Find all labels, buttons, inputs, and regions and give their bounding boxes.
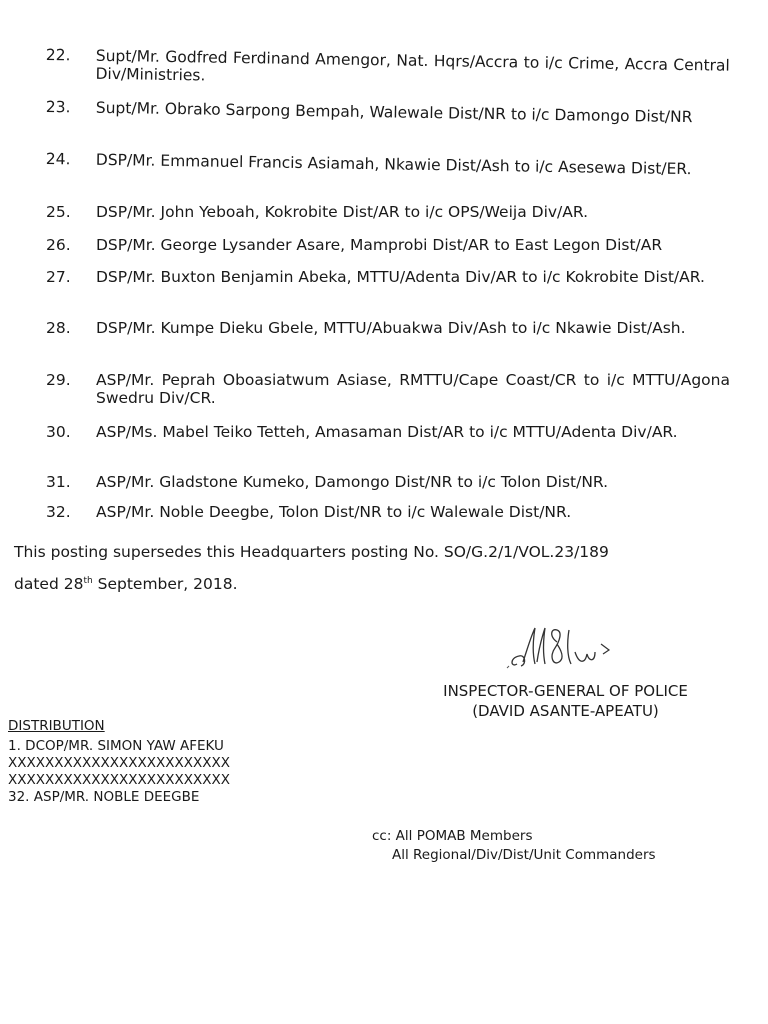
distribution-line: 1. DCOP/MR. SIMON YAW AFEKU bbox=[8, 738, 224, 754]
posting-item-25 bbox=[46, 203, 730, 221]
item-number: 27. bbox=[46, 268, 71, 286]
item-text: Supt/Mr. Obrako Sarpong Bempah, Walewale Dist/NR to i/c Damongo Dist/NR bbox=[95, 98, 693, 127]
item-text: DSP/Mr. Buxton Benjamin Abeka, MTTU/Adenta Div/AR to i/c Kokrobite Dist/AR. bbox=[96, 268, 705, 286]
item-number: 22. bbox=[45, 46, 71, 65]
cc-line: All Regional/Div/Dist/Unit Commanders bbox=[392, 847, 656, 863]
item-text: ASP/Mr. Gladstone Kumeko, Damongo Dist/NR to i/c Tolon Dist/NR. bbox=[96, 473, 609, 491]
distribution-line: XXXXXXXXXXXXXXXXXXXXXXXX bbox=[8, 755, 230, 771]
date-prefix: dated 28 bbox=[14, 575, 84, 594]
item-text: ASP/Ms. Mabel Teiko Tetteh, Amasaman Dist/AR to i/c MTTU/Adenta Div/AR. bbox=[96, 423, 678, 441]
posting-item-30 bbox=[46, 423, 730, 441]
item-number: 28. bbox=[46, 319, 71, 337]
item-text: ASP/Mr. Noble Deegbe, Tolon Dist/NR to i/c Walewale Dist/NR. bbox=[96, 503, 572, 521]
distribution-list bbox=[8, 718, 230, 806]
item-number: 32. bbox=[46, 503, 71, 521]
item-number: 23. bbox=[45, 98, 71, 117]
item-text: DSP/Mr. Emmanuel Francis Asiamah, Nkawie Dist/Ash to i/c Asesewa Dist/ER. bbox=[95, 150, 692, 179]
item-number: 29. bbox=[46, 371, 71, 389]
supersede-line: This posting supersedes this Headquarters posting No. SO/G.2/1/VOL.23/189 bbox=[14, 543, 609, 561]
posting-item-24 bbox=[46, 150, 730, 179]
posting-item-23 bbox=[46, 98, 730, 127]
posting-item-28 bbox=[46, 319, 730, 337]
distribution-heading: DISTRIBUTION bbox=[8, 718, 105, 734]
signatory-title: INSPECTOR-GENERAL OF POLICE bbox=[443, 682, 688, 700]
item-text: DSP/Mr. Kumpe Dieku Gbele, MTTU/Abuakwa Div/Ash to i/c Nkawie Dist/Ash. bbox=[96, 319, 686, 337]
distribution-line: XXXXXXXXXXXXXXXXXXXXXXXX bbox=[8, 772, 230, 788]
item-text: DSP/Mr. John Yeboah, Kokrobite Dist/AR to i/c OPS/Weija Div/AR. bbox=[96, 203, 589, 221]
cc-line: cc: All POMAB Members bbox=[372, 828, 533, 844]
posting-item-31 bbox=[46, 473, 730, 491]
item-number: 26. bbox=[46, 236, 71, 254]
item-text: Supt/Mr. Godfred Ferdinand Amengor, Nat. Hqrs/Accra to i/c Crime, Accra Central Div/Ministries. bbox=[95, 46, 730, 85]
item-text: ASP/Mr. Peprah Oboasiatwum Asiase, RMTTU/Cape Coast/CR to i/c MTTU/Agona Swedru Div/CR. bbox=[96, 371, 730, 407]
posting-item-22 bbox=[45, 46, 729, 93]
item-number: 25. bbox=[46, 203, 71, 221]
item-text: DSP/Mr. George Lysander Asare, Mamprobi Dist/AR to East Legon Dist/AR bbox=[96, 236, 663, 254]
signatory-block bbox=[418, 681, 713, 721]
supersede-note bbox=[14, 538, 728, 599]
supersede-date bbox=[14, 567, 728, 599]
signature-icon bbox=[505, 622, 625, 677]
cc-block bbox=[372, 827, 656, 865]
item-number: 30. bbox=[46, 423, 71, 441]
distribution-line: 32. ASP/MR. NOBLE DEEGBE bbox=[8, 789, 200, 805]
date-suffix: September, 2018. bbox=[92, 575, 238, 594]
item-number: 31. bbox=[46, 473, 71, 491]
posting-item-26 bbox=[46, 236, 730, 254]
item-number: 24. bbox=[45, 150, 71, 169]
date-ordinal: th bbox=[83, 576, 93, 586]
signatory-name: (DAVID ASANTE-APEATU) bbox=[472, 702, 659, 720]
posting-item-27 bbox=[46, 268, 730, 286]
posting-item-32 bbox=[46, 503, 730, 521]
posting-item-29 bbox=[46, 371, 730, 407]
